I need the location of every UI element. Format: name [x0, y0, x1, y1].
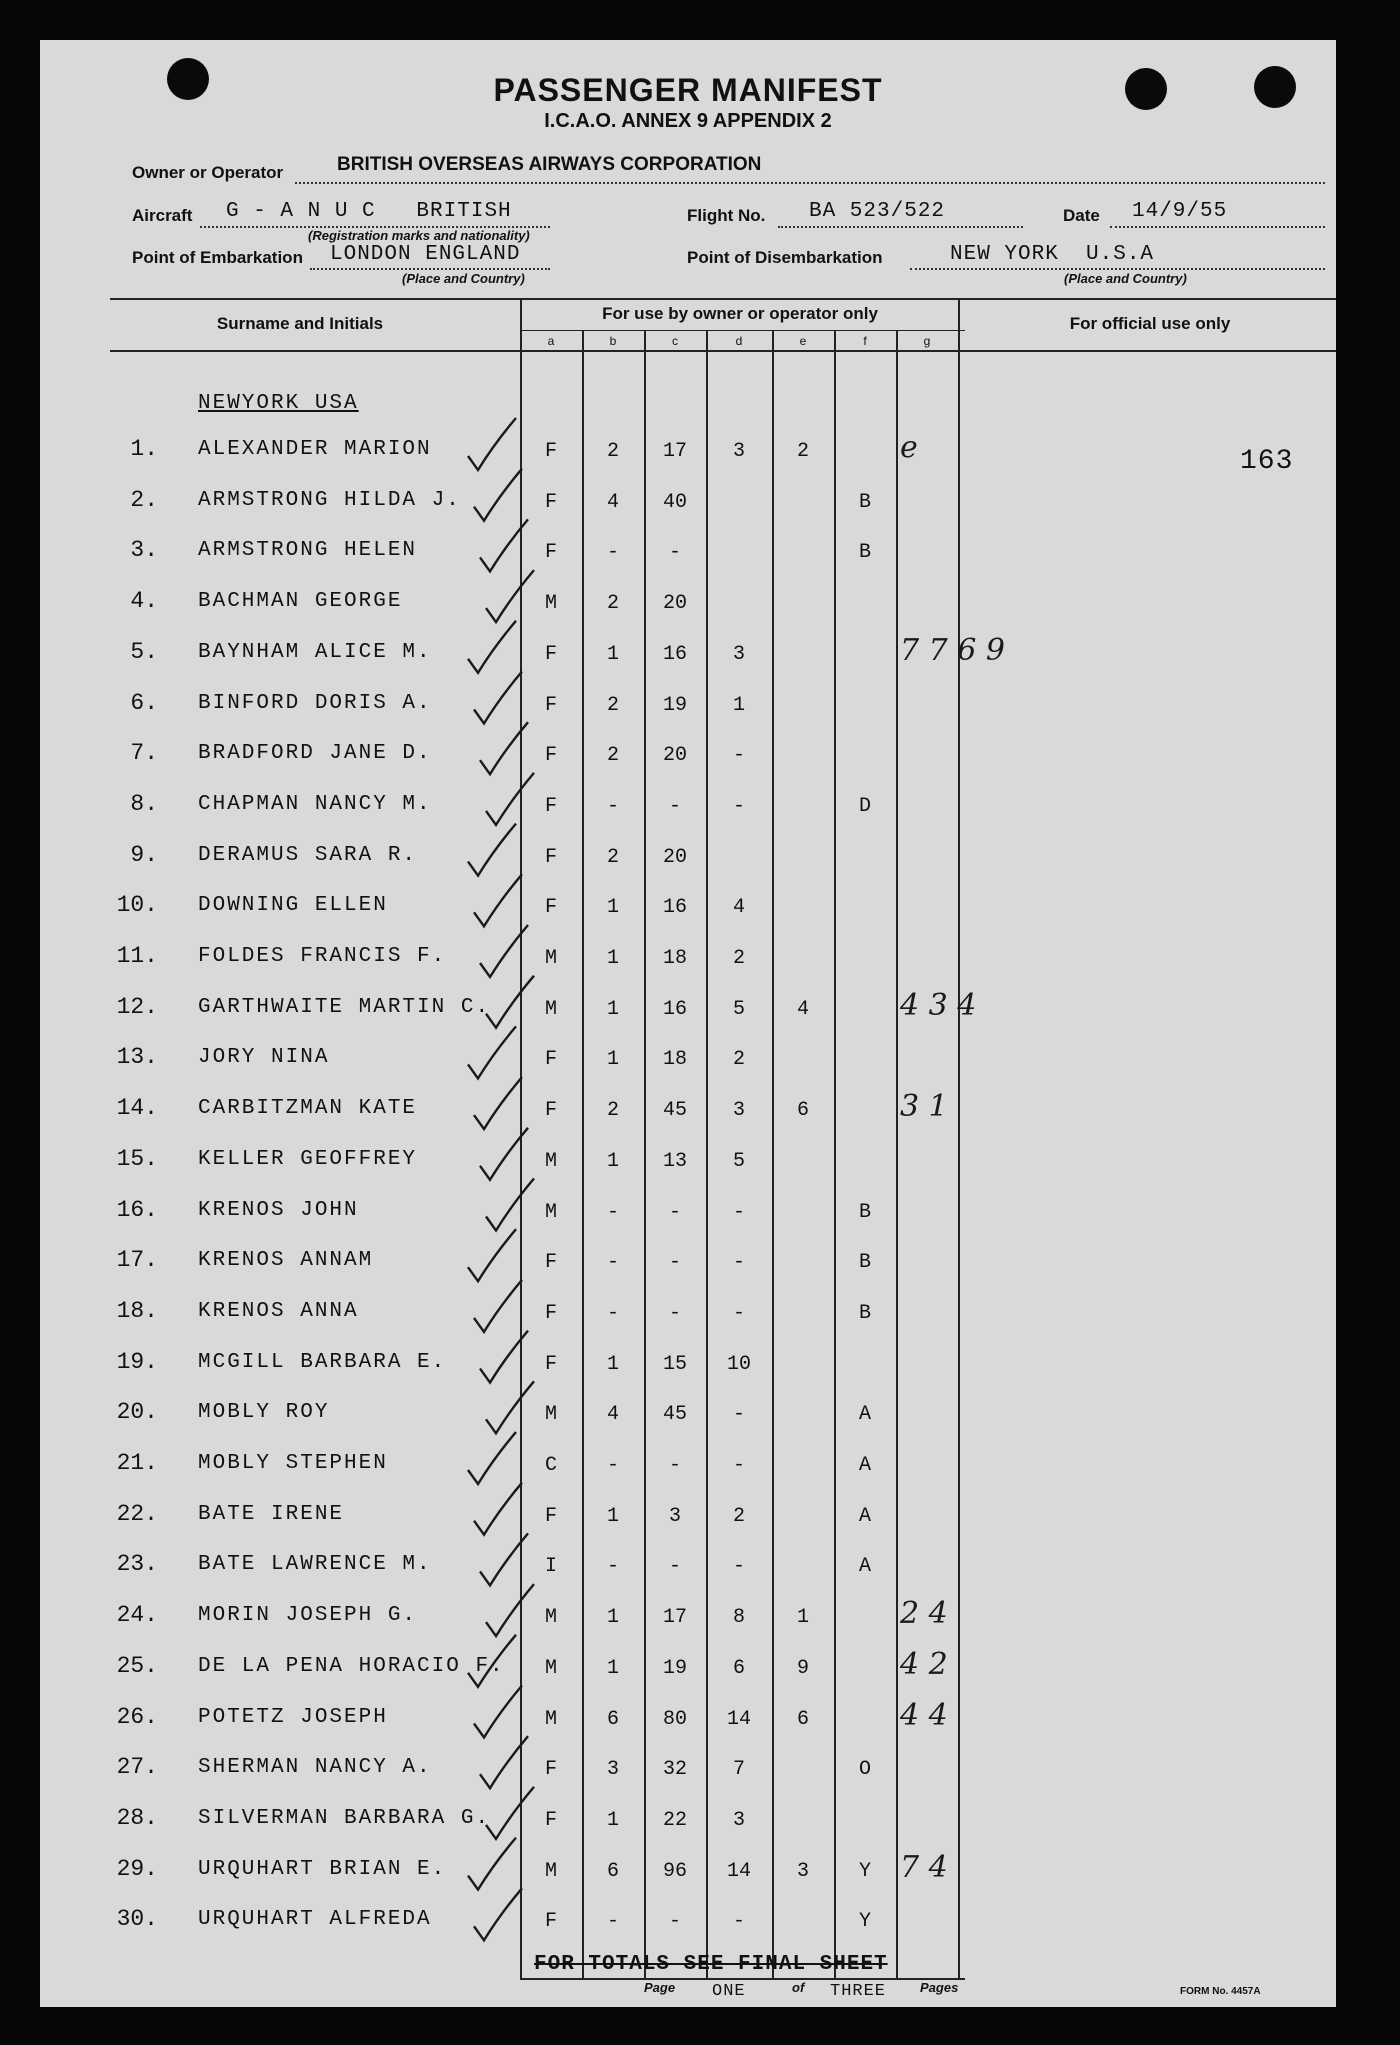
- passenger-name: POTETZ JOSEPH: [198, 1705, 388, 1729]
- cell-a: F: [544, 490, 557, 514]
- passenger-name: KRENOS ANNAM: [198, 1249, 374, 1273]
- date-label: Date: [1063, 206, 1100, 225]
- owner-label: Owner or Operator: [132, 163, 284, 182]
- row-number: 19.: [116, 1348, 158, 1375]
- cell-f: A: [858, 1403, 871, 1427]
- cell-d: -: [732, 1301, 745, 1325]
- cell-f: A: [858, 1555, 871, 1579]
- passenger-name: CARBITZMAN KATE: [198, 1097, 418, 1121]
- cell-b: 4: [606, 1403, 619, 1427]
- official-use-header: For official use only: [1069, 314, 1231, 333]
- cell-a: F: [544, 1808, 557, 1832]
- passenger-name: URQUHART ALFREDA: [198, 1908, 432, 1932]
- cell-d: -: [732, 1555, 745, 1579]
- cell-c: 18: [662, 947, 687, 970]
- handwritten-note: 7 4: [900, 1849, 948, 1885]
- row-number: 22.: [116, 1500, 158, 1527]
- cell-b: 2: [606, 693, 619, 717]
- tick-mark: [468, 1432, 516, 1484]
- cell-a: F: [544, 1099, 557, 1123]
- passenger-name: SILVERMAN BARBARA G.: [198, 1806, 491, 1830]
- cell-b: 2: [606, 592, 619, 616]
- cell-c: -: [668, 1301, 681, 1325]
- tick-mark: [474, 874, 522, 926]
- cell-a: F: [544, 1352, 557, 1376]
- cell-d: 5: [732, 997, 745, 1021]
- cell-c: 96: [662, 1859, 687, 1883]
- cell-a: M: [544, 1606, 557, 1630]
- cell-c: 20: [662, 592, 687, 616]
- cell-b: -: [606, 1454, 619, 1477]
- cell-e: 4: [796, 997, 809, 1021]
- cell-c: 80: [662, 1707, 687, 1731]
- footer-of-label: of: [792, 1980, 805, 1995]
- cell-a: F: [544, 642, 557, 666]
- cell-d: 8: [732, 1606, 745, 1630]
- passenger-name: BRADFORD JANE D.: [198, 742, 432, 766]
- cell-b: 1: [606, 1352, 619, 1376]
- cell-d: 3: [732, 1099, 745, 1123]
- owner-use-header: For use by owner or operator only: [602, 304, 878, 323]
- cell-b: 1: [606, 896, 619, 920]
- cell-a: M: [544, 1149, 557, 1173]
- row-number: 21.: [116, 1450, 158, 1476]
- passenger-name: MOBLY ROY: [198, 1401, 330, 1425]
- cell-b: 6: [606, 1859, 619, 1883]
- date-value: 14/9/55: [1132, 200, 1228, 223]
- passenger-name: GARTHWAITE MARTIN C.: [198, 995, 491, 1019]
- passenger-name: DOWNING ELLEN: [198, 894, 388, 918]
- column-letter-f: f: [863, 334, 867, 348]
- cell-c: -: [668, 1454, 681, 1477]
- cell-d: -: [732, 744, 745, 768]
- cell-c: 3: [668, 1504, 681, 1528]
- cell-a: M: [544, 1200, 557, 1224]
- cell-b: 1: [606, 1504, 619, 1528]
- footer-pages-label: Pages: [920, 1980, 959, 1995]
- cell-b: 1: [606, 1656, 619, 1680]
- cell-d: -: [732, 1251, 745, 1275]
- cell-b: 2: [606, 744, 619, 768]
- cell-f: D: [858, 794, 871, 818]
- cell-d: -: [732, 794, 745, 818]
- cell-c: 18: [662, 1048, 687, 1072]
- row-number: 26.: [116, 1703, 158, 1730]
- cell-f: O: [858, 1758, 871, 1782]
- tick-mark: [474, 672, 522, 724]
- cell-a: F: [544, 1251, 557, 1275]
- row-number: 24.: [116, 1602, 158, 1629]
- cell-a: F: [544, 440, 557, 463]
- passenger-name: MCGILL BARBARA E.: [198, 1350, 447, 1374]
- tick-mark: [474, 1280, 522, 1332]
- page-title: PASSENGER MANIFEST: [493, 72, 883, 108]
- cell-a: M: [544, 1656, 557, 1680]
- registration-note: (Registration marks and nationality): [308, 228, 530, 243]
- passenger-name: MORIN JOSEPH G.: [198, 1604, 418, 1628]
- row-number: 5.: [130, 638, 158, 665]
- cell-b: -: [606, 541, 619, 565]
- cell-a: F: [544, 1504, 557, 1528]
- cell-c: -: [668, 1200, 681, 1224]
- column-letter-a: a: [547, 334, 555, 348]
- tick-mark: [468, 1026, 516, 1078]
- cell-e: 3: [796, 1859, 809, 1883]
- aircraft-value: G - A N U C BRITISH: [226, 200, 512, 223]
- cell-d: 4: [732, 896, 745, 920]
- cell-b: -: [606, 1555, 619, 1579]
- passenger-name: JORY NINA: [198, 1046, 330, 1070]
- cell-e: 9: [796, 1656, 809, 1680]
- cell-b: -: [606, 794, 619, 818]
- owner-value: BRITISH OVERSEAS AIRWAYS CORPORATION: [337, 154, 762, 175]
- cell-f: A: [858, 1504, 871, 1528]
- handwritten-note: e: [900, 430, 918, 465]
- cell-b: -: [606, 1910, 619, 1934]
- cell-c: 22: [662, 1808, 687, 1832]
- cell-c: 45: [662, 1403, 687, 1427]
- tick-mark: [474, 1888, 522, 1940]
- cell-e: 1: [796, 1606, 809, 1630]
- row-number: 16.: [116, 1196, 158, 1223]
- handwritten-note: 4 2: [900, 1646, 948, 1682]
- cell-d: 5: [732, 1149, 745, 1173]
- cell-c: -: [668, 541, 681, 565]
- passenger-name: ARMSTRONG HILDA J.: [198, 488, 461, 512]
- form-number: FORM No. 4457A: [1180, 1986, 1261, 1997]
- passenger-name: DE LA PENA HORACIO F.: [198, 1654, 505, 1678]
- column-letter-c: c: [672, 334, 678, 348]
- row-number: 18.: [116, 1297, 158, 1324]
- cell-c: 17: [662, 440, 687, 463]
- cell-a: M: [544, 997, 557, 1021]
- cell-c: -: [668, 1910, 681, 1934]
- cell-a: M: [544, 592, 557, 616]
- cell-b: 2: [606, 1099, 619, 1123]
- row-number: 29.: [116, 1855, 158, 1882]
- cell-f: B: [858, 541, 871, 565]
- tick-mark: [468, 1838, 516, 1890]
- handwritten-note: 7 7 6 9: [900, 632, 1005, 668]
- cell-b: 1: [606, 642, 619, 666]
- footer-page-value: ONE: [712, 1982, 746, 2001]
- row-number: 30.: [116, 1906, 158, 1933]
- cell-a: M: [544, 1707, 557, 1731]
- tick-mark: [474, 1686, 522, 1738]
- row-number: 28.: [116, 1804, 158, 1831]
- row-number: 3.: [130, 537, 158, 564]
- cell-a: F: [544, 1301, 557, 1325]
- cell-c: 13: [662, 1149, 687, 1173]
- column-letter-b: b: [609, 334, 617, 348]
- cell-c: 15: [662, 1352, 687, 1376]
- table-bottom-rule: [520, 1978, 965, 1980]
- row-number: 6.: [130, 689, 158, 716]
- row-number: 7.: [130, 740, 158, 767]
- passenger-name: DERAMUS SARA R.: [198, 843, 418, 867]
- passenger-name: URQUHART BRIAN E.: [198, 1857, 447, 1881]
- cell-b: 1: [606, 1149, 619, 1173]
- row-number: 23.: [116, 1551, 158, 1578]
- cell-f: Y: [858, 1910, 871, 1934]
- passenger-name: SHERMAN NANCY A.: [198, 1756, 432, 1780]
- cell-f: A: [858, 1454, 871, 1477]
- cell-d: 6: [732, 1656, 745, 1680]
- cell-a: I: [544, 1555, 557, 1579]
- passenger-name: KRENOS JOHN: [198, 1198, 359, 1222]
- cell-a: F: [544, 541, 557, 565]
- tick-mark: [474, 469, 522, 521]
- row-number: 9.: [130, 841, 158, 868]
- cell-d: 2: [732, 1048, 745, 1072]
- passenger-name: ARMSTRONG HELEN: [198, 539, 418, 563]
- cell-b: 3: [606, 1758, 619, 1782]
- row-number: 10.: [116, 892, 158, 919]
- cell-a: F: [544, 845, 557, 869]
- cell-b: 2: [606, 845, 619, 869]
- cell-b: 1: [606, 997, 619, 1021]
- flight-number-value: BA 523/522: [809, 200, 946, 223]
- cell-b: 1: [606, 1808, 619, 1832]
- cell-a: M: [544, 1859, 557, 1883]
- cell-c: 32: [662, 1758, 687, 1782]
- tick-mark: [474, 1483, 522, 1535]
- tick-mark: [468, 418, 516, 470]
- tick-mark: [468, 621, 516, 673]
- passenger-name: KRENOS ANNA: [198, 1299, 359, 1323]
- cell-a: C: [544, 1454, 557, 1477]
- cell-f: B: [858, 1301, 871, 1325]
- tick-mark: [474, 1077, 522, 1129]
- flight-number-label: Flight No.: [687, 206, 766, 225]
- cell-c: 17: [662, 1606, 687, 1630]
- cell-c: 16: [662, 642, 687, 666]
- cell-a: F: [544, 693, 557, 717]
- column-letter-g: g: [923, 334, 931, 348]
- cell-d: -: [732, 1910, 745, 1934]
- row-number: 11.: [116, 943, 158, 969]
- cell-e: 6: [796, 1099, 809, 1123]
- cell-d: -: [732, 1200, 745, 1224]
- row-number: 2.: [130, 486, 158, 513]
- cell-e: 6: [796, 1707, 809, 1731]
- row-number: 17.: [116, 1247, 158, 1274]
- cell-a: F: [544, 1910, 557, 1934]
- page-subtitle: I.C.A.O. ANNEX 9 APPENDIX 2: [544, 110, 832, 132]
- passenger-name: BATE IRENE: [198, 1502, 345, 1526]
- passenger-name: MOBLY STEPHEN: [198, 1452, 388, 1475]
- row-number: 15.: [116, 1145, 158, 1172]
- cell-d: 3: [732, 440, 745, 463]
- row-number: 20.: [116, 1399, 158, 1426]
- passenger-name: FOLDES FRANCIS F.: [198, 945, 447, 968]
- cell-d: -: [732, 1454, 745, 1477]
- cell-d: 1: [732, 693, 745, 717]
- cell-a: F: [544, 1758, 557, 1782]
- cell-c: 19: [662, 693, 687, 717]
- cell-a: M: [544, 947, 557, 970]
- surname-header: Surname and Initials: [216, 314, 384, 333]
- cell-c: -: [668, 1555, 681, 1579]
- cell-f: B: [858, 1251, 871, 1275]
- cell-d: -: [732, 1403, 745, 1427]
- cell-c: -: [668, 794, 681, 818]
- aircraft-label: Aircraft: [132, 206, 193, 225]
- cell-d: 7: [732, 1758, 745, 1782]
- section-heading: NEWYORK USA: [198, 392, 359, 415]
- column-letter-e: e: [799, 334, 807, 348]
- passenger-name: KELLER GEOFFREY: [198, 1147, 418, 1171]
- cell-a: M: [544, 1403, 557, 1427]
- handwritten-note: 4 4: [900, 1697, 948, 1733]
- cell-e: 2: [796, 440, 809, 463]
- footer-page-label: Page: [644, 1980, 676, 1995]
- cell-b: 1: [606, 1606, 619, 1630]
- cell-c: 45: [662, 1099, 687, 1123]
- row-number: 13.: [116, 1044, 158, 1071]
- cell-a: F: [544, 744, 557, 768]
- cell-d: 10: [726, 1352, 751, 1376]
- cell-c: 20: [662, 845, 687, 869]
- cell-b: 4: [606, 490, 619, 514]
- cell-a: F: [544, 1048, 557, 1072]
- embarkation-note: (Place and Country): [402, 271, 525, 286]
- cell-f: B: [858, 490, 871, 514]
- cell-b: -: [606, 1200, 619, 1224]
- embarkation-label: Point of Embarkation: [132, 248, 303, 267]
- cell-b: 2: [606, 440, 619, 463]
- passenger-name: BACHMAN GEORGE: [198, 590, 403, 614]
- cell-b: -: [606, 1251, 619, 1275]
- embarkation-value: LONDON ENGLAND: [330, 243, 521, 266]
- tick-mark: [468, 1229, 516, 1281]
- disembarkation-value: NEW YORK U.S.A: [950, 243, 1155, 266]
- cell-b: 6: [606, 1707, 619, 1731]
- cell-b: -: [606, 1301, 619, 1325]
- handwritten-note: 2 4: [900, 1596, 948, 1632]
- cell-b: 1: [606, 947, 619, 970]
- handwritten-note: 4 3 4: [900, 987, 977, 1023]
- row-number: 1.: [130, 436, 158, 462]
- passenger-name: BAYNHAM ALICE M.: [198, 640, 432, 664]
- cell-d: 3: [732, 1808, 745, 1832]
- row-number: 25.: [116, 1652, 158, 1679]
- footer-of-value: THREE: [830, 1982, 887, 2001]
- cell-f: Y: [858, 1859, 871, 1883]
- cell-d: 2: [732, 1504, 745, 1528]
- cell-d: 2: [732, 947, 745, 970]
- column-letter-d: d: [735, 334, 743, 348]
- official-number: 163: [1240, 446, 1294, 477]
- cell-c: 40: [662, 490, 687, 514]
- cell-c: 20: [662, 744, 687, 768]
- row-number: 4.: [130, 588, 158, 615]
- manifest-page: [40, 40, 1336, 2007]
- cell-b: 1: [606, 1048, 619, 1072]
- cell-d: 14: [726, 1859, 751, 1883]
- row-number: 27.: [116, 1754, 158, 1781]
- passenger-name: BATE LAWRENCE M.: [198, 1553, 432, 1577]
- row-number: 14.: [116, 1095, 158, 1122]
- handwritten-note: 3 1: [900, 1089, 948, 1125]
- cell-a: F: [544, 794, 557, 818]
- cell-c: 16: [662, 997, 687, 1021]
- disembarkation-note: (Place and Country): [1064, 271, 1187, 286]
- cell-c: -: [668, 1251, 681, 1275]
- cell-c: 19: [662, 1656, 687, 1680]
- cell-c: 16: [662, 896, 687, 920]
- passenger-name: CHAPMAN NANCY M.: [198, 792, 432, 816]
- cell-a: F: [544, 896, 557, 920]
- disembarkation-label: Point of Disembarkation: [687, 248, 883, 267]
- totals-note: FOR TOTALS SEE FINAL SHEET: [534, 1953, 888, 1976]
- cell-d: 3: [732, 642, 745, 666]
- cell-f: B: [858, 1200, 871, 1224]
- row-number: 12.: [116, 993, 158, 1020]
- passenger-name: BINFORD DORIS A.: [198, 691, 432, 715]
- tick-mark: [468, 824, 516, 876]
- passenger-name: ALEXANDER MARION: [198, 438, 432, 461]
- cell-d: 14: [726, 1707, 751, 1731]
- row-number: 8.: [130, 790, 158, 817]
